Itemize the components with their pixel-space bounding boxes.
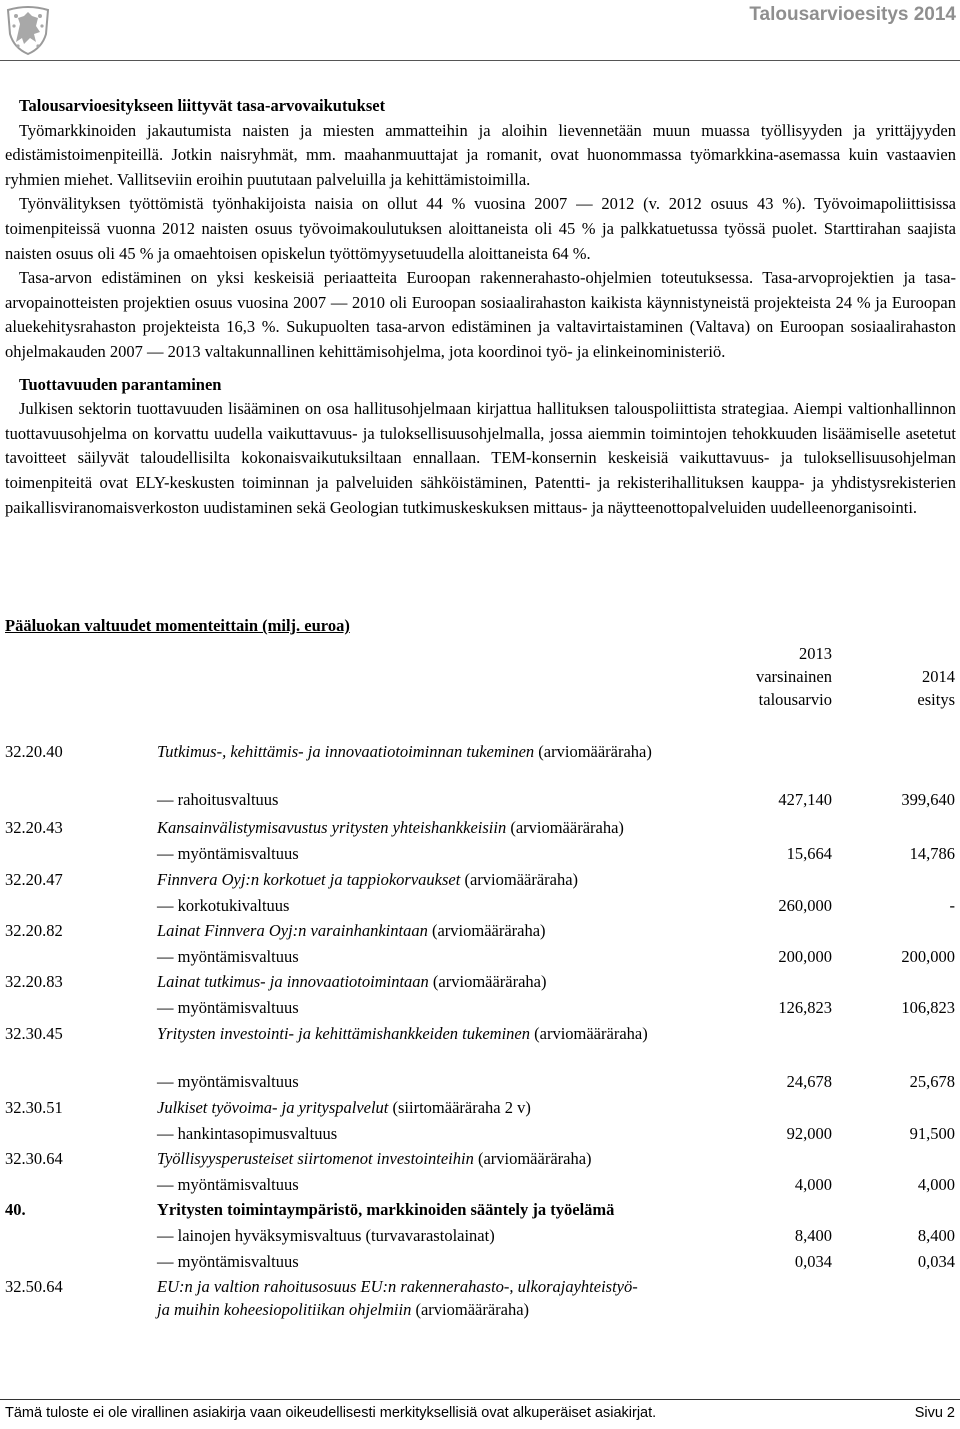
moment-title: Lainat tutkimus- ja innovaatiotoimintaan — [157, 972, 429, 991]
table-row — [0, 919, 960, 943]
footer-divider — [0, 1399, 960, 1400]
paragraph: Tasa-arvon edistäminen on yksi keskeisiä periaatteita Euroopan rakennerahasto-ohjelmien toteutuksessa. Tasa-arvoprojektien ja tasa-arvopainotteisten projektien osuus vuosina 2007 — 2010 oli Euroopan sosiaalirahaston kaikista käynnistyneistä projekteista 24 % ja Euroopan aluekehitysrahaston projekteista 16,3 %. Sukupuolten tasa-arvon edistäminen ja valtavirtaistaminen (Valtava) on Euroopan sosiaalirahaston ohjelmakauden 2007 — 2013 valtakunnallinen kehittämisohjelma, jota koordinoi työ- ja elinkeinoministeriö. — [5, 268, 956, 361]
column-header-2014: 2014 esitys — [917, 667, 955, 709]
value-2014: 25,678 — [909, 1072, 955, 1091]
table-subrow — [0, 996, 960, 1020]
value-2014: 0,034 — [917, 1252, 955, 1271]
authorization-type: — myöntämisvaltuus — [157, 1175, 299, 1194]
paragraph: Julkisen sektorin tuottavuuden lisääminen on osa hallitusohjelmaan kirjattua hallituksen talouspoliittista strategiaa. Aiempi valtionhallinnon tuottavuusohjelma on korvattu uudella vaikuttavuus- ja tuloksellisuusohjelmalla, jossa aiemmin toimintojen tehokkuuden lisäämiselle asetetut tavoitteet säilyvät taloudellisilta kokonaisvaikutuksiltaan ennallaan. TEM-konsernin keskeisiä vaikuttavuus- ja tuloksellisuusohjelman toimenpiteitä ovat ELY-keskusten toiminnan ja palveluiden sähköistäminen, Patentti- ja rekisterihallituksen kauppa- ja yhdistysrekisterien paikallisviranomaisverkoston uudistaminen sekä Geologian tutkimuskeskuksen mittaus- ja näytteenottopalveluiden uudelleenorganisointi. — [5, 399, 956, 517]
table-row — [0, 1096, 960, 1120]
table-subrow — [0, 945, 960, 969]
moment-name — [157, 1275, 702, 1321]
moment-title: EU:n ja valtion rahoitusosuus EU:n rakennerahasto-, ulkorajayhteistyö- — [157, 1277, 638, 1296]
moment-title: Yritysten investointi- ja kehittämishankkeiden tukeminen — [157, 1024, 530, 1043]
table-subrow — [0, 1224, 960, 1248]
coat-of-arms-icon — [2, 2, 54, 56]
value-2014: 4,000 — [917, 1175, 955, 1194]
moment-number: 32.20.47 — [5, 870, 63, 889]
moment-title: Julkiset työvoima- ja yrityspalvelut — [157, 1098, 389, 1117]
appropriation-type: (arviomääräraha) — [530, 1024, 648, 1043]
value-2014: - — [949, 896, 955, 915]
value-2013: 260,000 — [778, 896, 832, 915]
table-title: Pääluokan valtuudet momenteittain (milj. euroa) — [5, 616, 350, 635]
table-row — [0, 1275, 960, 1319]
paragraph: Työnvälityksen työttömistä työnhakijoista naisia on ollut 44 % vuosina 2007 — 2012 (v. 2012 osuus 43 %). Työvoimapoliittisissa toimenpiteissä vuonna 2012 naisten osuus työvoimakoulutuksen aloittaneista oli 45 % ja palkkatuetussa työssä puolet. Starttirahan saajista naisten osuus oli 45 % ja omaehtoisen opiskelun työttömyysetuudella aloittaneista 64 %. — [5, 194, 956, 263]
appropriation-type: (arviomääräraha) — [534, 742, 652, 761]
table-subrow — [0, 788, 960, 812]
moment-name — [157, 1022, 702, 1045]
value-2014: 106,823 — [901, 998, 955, 1017]
table-row — [0, 1022, 960, 1046]
authorization-type: — myöntämisvaltuus — [157, 1252, 299, 1271]
table-subrow — [0, 1250, 960, 1274]
table-section-row — [0, 1198, 960, 1222]
appropriation-type: (arviomääräraha) — [428, 972, 547, 991]
moment-number: 32.30.64 — [5, 1149, 63, 1168]
document-title: Talousarvioesitys 2014 — [749, 4, 956, 25]
table-row — [0, 740, 960, 764]
moment-number: 32.20.43 — [5, 818, 63, 837]
authorization-type: — korkotukivaltuus — [157, 896, 290, 915]
table-subrow — [0, 1070, 960, 1094]
table-row — [0, 816, 960, 840]
appropriation-type: (arviomääräraha) — [411, 1300, 530, 1319]
appropriation-type: (siirtomääräraha 2 v) — [388, 1098, 531, 1117]
moment-name — [157, 740, 702, 763]
moment-number: 32.20.82 — [5, 921, 63, 940]
paragraph: Työmarkkinoiden jakautumista naisten ja miesten ammatteihin ja aloihin lievennetään muun muassa työllisyyden ja yrittäjyyden edistämistoimenpiteillä. Jotkin naisryhmät, mm. maahanmuuttajat ja romanit, ovat huonommassa työmarkkina-asemassa kuin vastaavien ryhmien miehet. Vallitseviin eroihin puututaan palveluilla ja kehittämistoimilla. — [5, 120, 956, 189]
moment-name — [157, 816, 702, 839]
value-2014: 200,000 — [901, 947, 955, 966]
moment-number: 32.30.45 — [5, 1024, 63, 1043]
table-subrow — [0, 1122, 960, 1146]
authorization-type: — lainojen hyväksymisvaltuus (turvavarastolainat) — [157, 1226, 495, 1245]
page-header — [0, 0, 960, 62]
value-2014: 399,640 — [901, 790, 955, 809]
value-2013: 24,678 — [786, 1072, 832, 1091]
authorization-type: — myöntämisvaltuus — [157, 998, 299, 1017]
appropriation-type: (arviomääräraha) — [460, 870, 579, 889]
value-2014: 91,500 — [909, 1124, 955, 1143]
value-2013: 4,000 — [794, 1175, 832, 1194]
section-heading-equality: Talousarvioesitykseen liittyvät tasa-arvovaikutukset — [19, 96, 386, 115]
moment-title: Työllisyysperusteiset siirtomenot investointeihin — [157, 1149, 474, 1168]
section-heading-productivity: Tuottavuuden parantaminen — [19, 374, 222, 394]
column-header-2013: 2013 varsinainen talousarvio — [755, 644, 832, 709]
moment-title: Finnvera Oyj:n korkotuet ja tappiokorvaukset — [157, 870, 461, 889]
value-2013: 427,140 — [778, 790, 832, 809]
authorization-type: — hankintasopimusvaltuus — [157, 1124, 338, 1143]
authorization-type: — myöntämisvaltuus — [157, 1072, 299, 1091]
footer-notice: Tämä tuloste ei ole virallinen asiakirja vaan oikeudellisesti merkityksellisiä ovat alkuperäiset asiakirjat. — [5, 1405, 657, 1421]
table-subrow — [0, 894, 960, 918]
document-body — [5, 94, 956, 520]
moment-name — [157, 919, 702, 942]
moment-number: 32.20.83 — [5, 972, 63, 991]
value-2013: 15,664 — [786, 844, 832, 863]
appropriation-type: (arviomääräraha) — [427, 921, 546, 940]
value-2014: 14,786 — [909, 844, 955, 863]
value-2013: 126,823 — [778, 998, 832, 1017]
value-2013: 200,000 — [778, 947, 832, 966]
authorization-type: — myöntämisvaltuus — [157, 844, 299, 863]
moment-name — [157, 1147, 702, 1170]
value-2013: 8,400 — [794, 1226, 832, 1245]
table-row — [0, 970, 960, 994]
value-2013: 92,000 — [786, 1124, 832, 1143]
moment-name — [157, 868, 702, 891]
moment-name — [157, 1096, 702, 1119]
appropriation-type: (arviomääräraha) — [473, 1149, 592, 1168]
moment-title: Tutkimus-, kehittämis- ja innovaatiotoiminnan tukeminen — [157, 742, 535, 761]
section-name: Yritysten toimintaympäristö, markkinoiden sääntely ja työelämä — [157, 1200, 615, 1219]
moment-number: 32.50.64 — [5, 1277, 63, 1296]
table-row — [0, 1147, 960, 1171]
table-subrow — [0, 842, 960, 866]
section-number: 40. — [5, 1200, 26, 1219]
moment-title: ja muihin koheesiopolitiikan ohjelmiin — [157, 1300, 412, 1319]
moment-number: 32.20.40 — [5, 742, 63, 761]
page-number: Sivu 2 — [914, 1405, 955, 1421]
authorization-type: — myöntämisvaltuus — [157, 947, 299, 966]
table-row — [0, 868, 960, 892]
moment-title: Lainat Finnvera Oyj:n varainhankintaan — [157, 921, 428, 940]
moment-title: Kansainvälistymisavustus yritysten yhteishankkeisiin — [157, 818, 507, 837]
value-2013: 0,034 — [794, 1252, 832, 1271]
moment-number: 32.30.51 — [5, 1098, 63, 1117]
header-divider — [0, 60, 960, 61]
authorization-type: — rahoitusvaltuus — [157, 790, 279, 809]
moment-name — [157, 970, 702, 993]
table-subrow — [0, 1173, 960, 1197]
appropriation-type: (arviomääräraha) — [506, 818, 624, 837]
value-2014: 8,400 — [917, 1226, 955, 1245]
